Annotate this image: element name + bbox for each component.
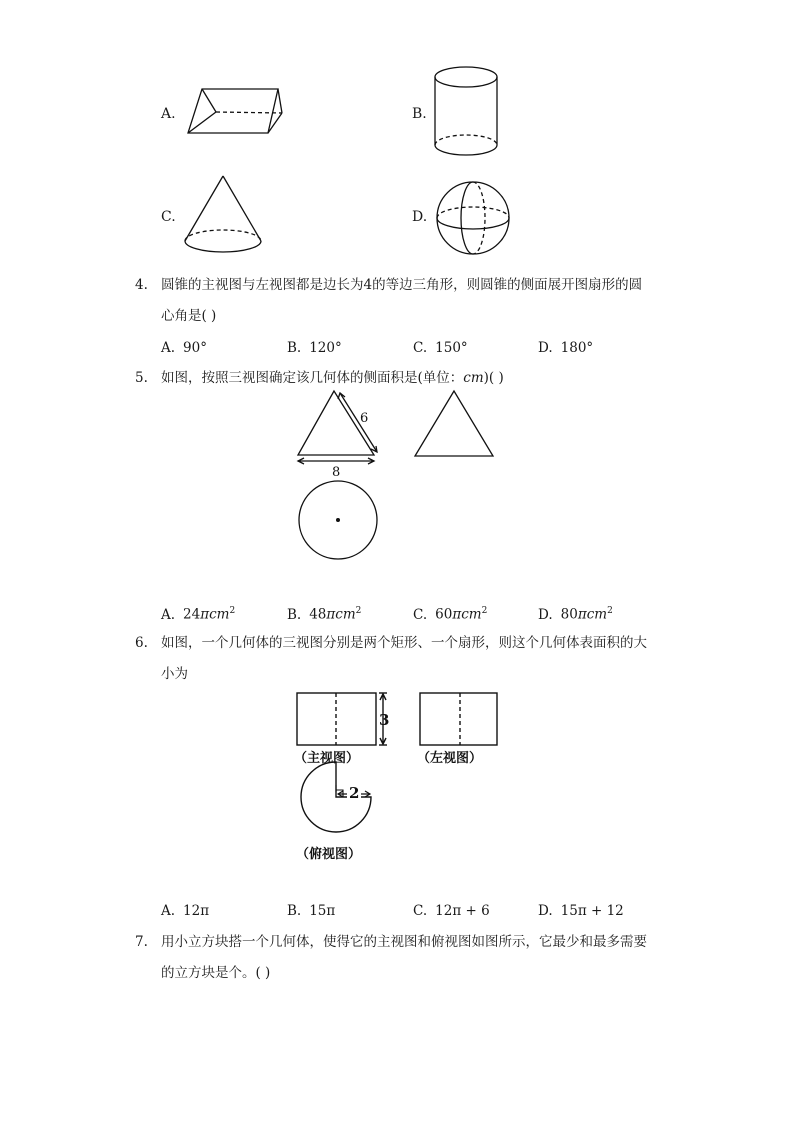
option-b-label: B.: [412, 106, 427, 122]
question-4-number: 4.: [135, 277, 148, 293]
q5-three-views-figure: [294, 388, 504, 568]
q6-choice-d[interactable]: D. 15π + 12: [538, 903, 624, 919]
q5-slant-dimension-line: [340, 393, 377, 452]
q5-base-label: 8: [332, 465, 341, 480]
q5-choice-a[interactable]: A. 24πcm$^2$: [161, 606, 236, 623]
question-7-text-line1: 用小立方块搭一个几何体，使得它的主视图和俯视图如图所示，它最少和最多需要: [161, 934, 647, 950]
q6-side-view-rect: [420, 693, 497, 745]
option-a-label: A.: [161, 106, 176, 122]
q5-choice-c[interactable]: C. 60πcm$^2$: [413, 606, 488, 623]
cone-icon: [183, 175, 263, 257]
q6-side-view-caption: （左视图）: [417, 751, 483, 766]
q5-top-view-center-dot: [336, 518, 340, 522]
q6-choice-b[interactable]: B. 15π: [287, 903, 336, 919]
q6-front-view-caption: （主视图）: [294, 751, 360, 766]
q6-height-label: 3: [379, 711, 390, 729]
triangular-prism-icon: [186, 86, 282, 138]
question-6-number: 6.: [135, 635, 148, 651]
q5-choice-d[interactable]: D. 80πcm$^2$: [538, 606, 613, 623]
question-6-text-line1: 如图，一个几何体的三视图分别是两个矩形、一个扇形，则这个几何体表面积的大: [161, 635, 647, 651]
q6-three-views-figure: [294, 690, 504, 868]
option-c-label: C.: [161, 209, 176, 225]
question-4-text-line1: 圆锥的主视图与左视图都是边长为4的等边三角形，则圆锥的侧面展开图扇形的圆: [161, 277, 643, 293]
q6-choice-a[interactable]: A. 12π: [161, 903, 210, 919]
option-d-label: D.: [412, 209, 428, 225]
q4-choice-c[interactable]: C. 150°: [413, 340, 468, 356]
q5-choice-b[interactable]: B. 48πcm$^2$: [287, 606, 362, 623]
q4-choice-a[interactable]: A. 90°: [161, 340, 207, 356]
q6-choice-c[interactable]: C. 12π + 6: [413, 903, 490, 919]
q6-top-view-caption: （俯视图）: [296, 847, 362, 862]
q4-choice-d[interactable]: D. 180°: [538, 340, 594, 356]
q5-side-view-triangle: [415, 391, 493, 456]
question-5-number: 5.: [135, 370, 148, 386]
question-6-text-line2: 小为: [161, 666, 188, 682]
question-4-text-line2: 心角是( ): [161, 308, 217, 324]
q6-radius-label: 2: [349, 784, 360, 802]
question-7-number: 7.: [135, 934, 148, 950]
q4-choice-b[interactable]: B. 120°: [287, 340, 342, 356]
sphere-icon: [435, 180, 511, 256]
question-5-text: 如图，按照三视图确定该几何体的侧面积是(单位：cm)( ): [161, 370, 504, 386]
question-7-text-line2: 的立方块是个。( ): [161, 965, 271, 981]
q5-slant-label: 6: [360, 411, 369, 426]
cylinder-icon: [433, 65, 499, 159]
